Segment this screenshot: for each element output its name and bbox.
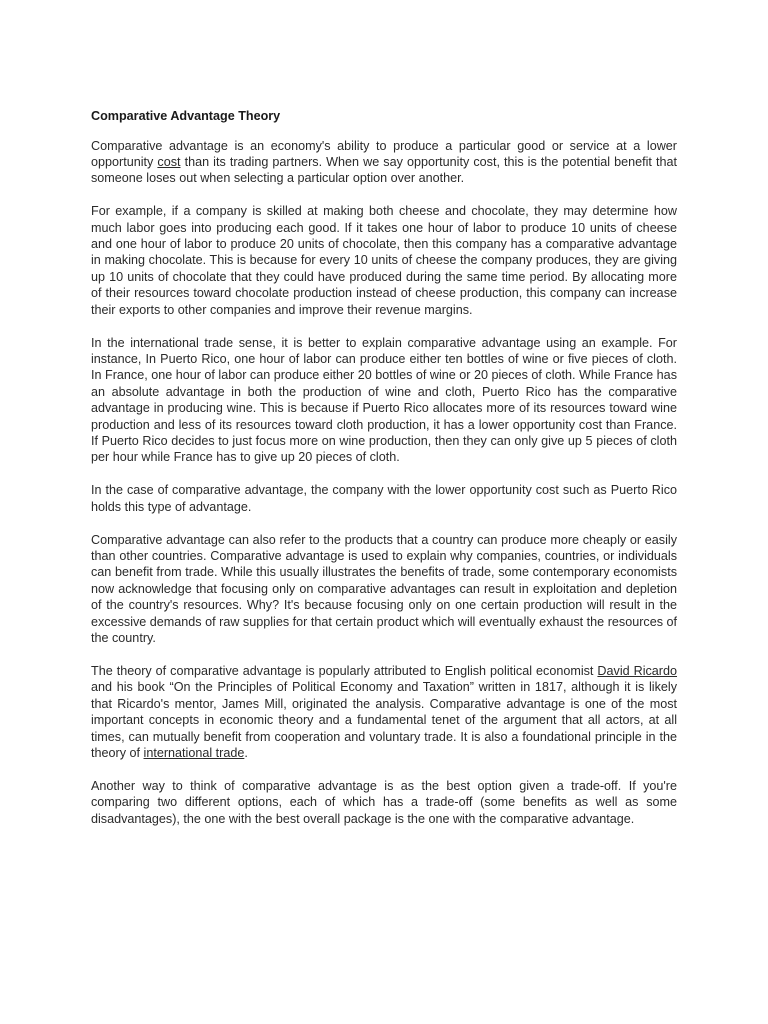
paragraph-text: than its trading partners. When we say opportunity cost, this is the potential benefit that someone loses out when selecting a particular option over another. (91, 154, 677, 186)
document-page (91, 108, 677, 844)
paragraph-cheese-chocolate-example: For example, if a company is skilled at making both cheese and chocolate, they may determine how much labor goes into producing each good. If it takes one hour of labor to produce 10 units of cheese and one hour of labor to produce 20 units of chocolate, then this company has a comparative advantage in making chocolate. This is because for every 10 units of cheese the company produces, they are giving up 10 units of chocolate that they could have produced during the same time period. By allocating more of their resources toward chocolate production instead of cheese production, this company can increase their exports to other companies and improve their revenue margins. (91, 204, 677, 317)
paragraph-history (91, 663, 677, 761)
paragraph-text: The theory of comparative advantage is popularly attributed to English political economist (91, 663, 598, 678)
paragraph-definition (91, 138, 677, 187)
paragraph-text: and his book “On the Principles of Political Economy and Taxation” written in 1817, although it is likely that Ricardo's mentor, James Mill, originated the analysis. Comparative advantage is one of the most important concepts in economic theory and a fundamental tenet of the argument that all actors, at all times, can mutually benefit from cooperation and voluntary trade. It is also a foundational principle in the theory of (91, 680, 677, 760)
paragraph-text: Comparative advantage is an economy's ability to produce a particular good or service at a lower opportunity (91, 138, 677, 169)
paragraph-products-and-trade: Comparative advantage can also refer to the products that a country can produce more cheaply or easily than other countries. Comparative advantage is used to explain why companies, countries, or individuals can benefit from trade. While this usually illustrates the benefits of trade, some contemporary economists now acknowledge that focusing only on comparative advantages can result in exploitation and depletion of the country's resources. Why? It's because focusing only on one certain production will result in the excessive demands of raw supplies for that certain product which will eventually exhaust the resources of the country. (91, 532, 677, 646)
paragraph-international-trade-example: In the international trade sense, it is better to explain comparative advantage using an example. For instance, In Puerto Rico, one hour of labor can produce either ten bottles of wine or five pieces of cloth. In France, one hour of labor can produce either 20 bottles of wine or 20 pieces of cloth. While France has an absolute advantage in both the production of wine and cloth, Puerto Rico has the comparative advantage in producing wine. This is because if Puerto Rico allocates more of its resources toward wine production and less of its resources toward cloth production, it has a lower opportunity cost than France. If Puerto Rico decides to just focus more on wine production, then they can only give up 5 pieces of cloth per hour while France has to give up 20 pieces of cloth. (91, 335, 677, 465)
cost-link[interactable]: cost (157, 154, 181, 169)
david-ricardo-link[interactable]: David Ricardo (597, 663, 678, 678)
paragraph-lower-opportunity-cost: In the case of comparative advantage, the company with the lower opportunity cost such as Puerto Rico holds this type of advantage. (91, 483, 677, 514)
paragraph-text: . (244, 746, 248, 760)
international-trade-link[interactable]: international trade (143, 746, 245, 760)
paragraph-trade-off: Another way to think of comparative advantage is as the best option given a trade-off. If you're comparing two different options, each of which has a trade-off (some benefits as well as some disadvantages), the one with the best overall package is the one with the comparative advantage. (91, 778, 677, 826)
document-title: Comparative Advantage Theory (91, 109, 281, 123)
